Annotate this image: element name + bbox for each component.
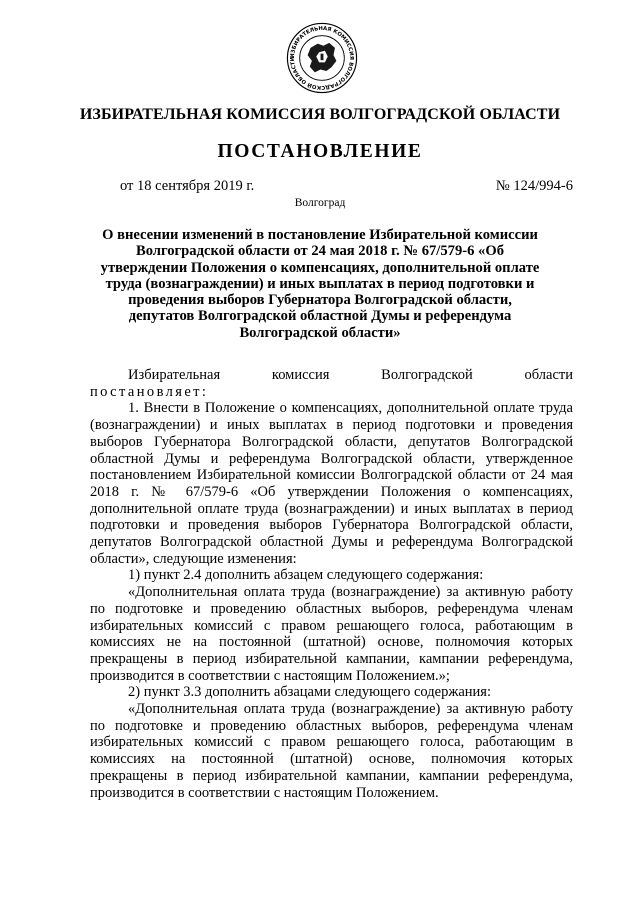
quote-2-paragraph: «Дополнительная оплата труда (вознаграждение) за активную работу по подготовке и проведению областных выборов, референдума членам избирательных комиссий с правом решающего голоса, работающим в комиссиях на постоянной (штатной) основе, полномочия которых прекращены в период избирательной кампании, кампании референдума, производится в соответствии с настоящим Положением.: [90, 701, 573, 801]
region-map-icon: [308, 43, 337, 73]
decision-word: постановляет:: [90, 383, 209, 400]
document-body: [90, 367, 573, 801]
document-number: № 124/994-6: [495, 178, 573, 194]
subitem-1-paragraph: 1) пункт 2.4 дополнить абзацем следующего содержания:: [128, 567, 484, 584]
seal-ring-text: ИЗБИРАТЕЛЬНАЯ КОМИССИЯ ВОЛГОГРАДСКОЙ ОБЛАСТИ: [289, 25, 355, 91]
intro-line: Избирательная комиссия Волгоградской области: [128, 367, 573, 383]
document-title: О внесении изменений в постановление Избирательной комиссии Волгоградской области от 24 мая 2018 г. № 67/579-6 «Об утверждении Положения о компенсациях, дополнительной оплате труда (вознаграждении) и иных выплатах в период подготовки и проведения выборов Губернатора Волгоградской области, депутатов Волгоградской областной Думы и референдума Волгоградской области»: [100, 227, 540, 341]
document-type: ПОСТАНОВЛЕНИЕ: [217, 141, 423, 162]
document-city: Волгоград: [294, 197, 346, 209]
organization-name: ИЗБИРАТЕЛЬНАЯ КОМИССИЯ ВОЛГОГРАДСКОЙ ОБЛАСТИ: [79, 106, 561, 123]
document-date: от 18 сентября 2019 г.: [120, 178, 255, 194]
commission-seal-emblem: [286, 22, 358, 94]
item-1-paragraph: 1. Внести в Положение о компенсациях, дополнительной оплате труда (вознаграждении) и иных выплатах в период подготовки и проведения выборов Губернатора Волгоградской области, депутатов Волгоградской областной Думы и референдума Волгоградской области, утвержденное постановлением Избирательной комиссии Волгоградской области от 24 мая 2018 г. № 67/579-6 «Об утверждении Положения о компенсациях, дополнительной оплате труда (вознаграждении) и иных выплатах в период подготовки и проведения выборов Губернатора Волгоградской области, депутатов Волгоградской областной Думы и референдума Волгоградской области», следующие изменения:: [90, 400, 573, 567]
quote-1-paragraph: «Дополнительная оплата труда (вознаграждение) за активную работу по подготовке и проведению областных выборов, референдума членам избирательных комиссий с правом решающего голоса, работающим в комиссиях не на постоянной (штатной) основе, полномочия которых прекращены в период избирательной кампании, кампании референдума, производится в соответствии с настоящим Положением.»;: [90, 584, 573, 684]
subitem-2-paragraph: 2) пункт 3.3 дополнить абзацами следующего содержания:: [128, 684, 491, 701]
